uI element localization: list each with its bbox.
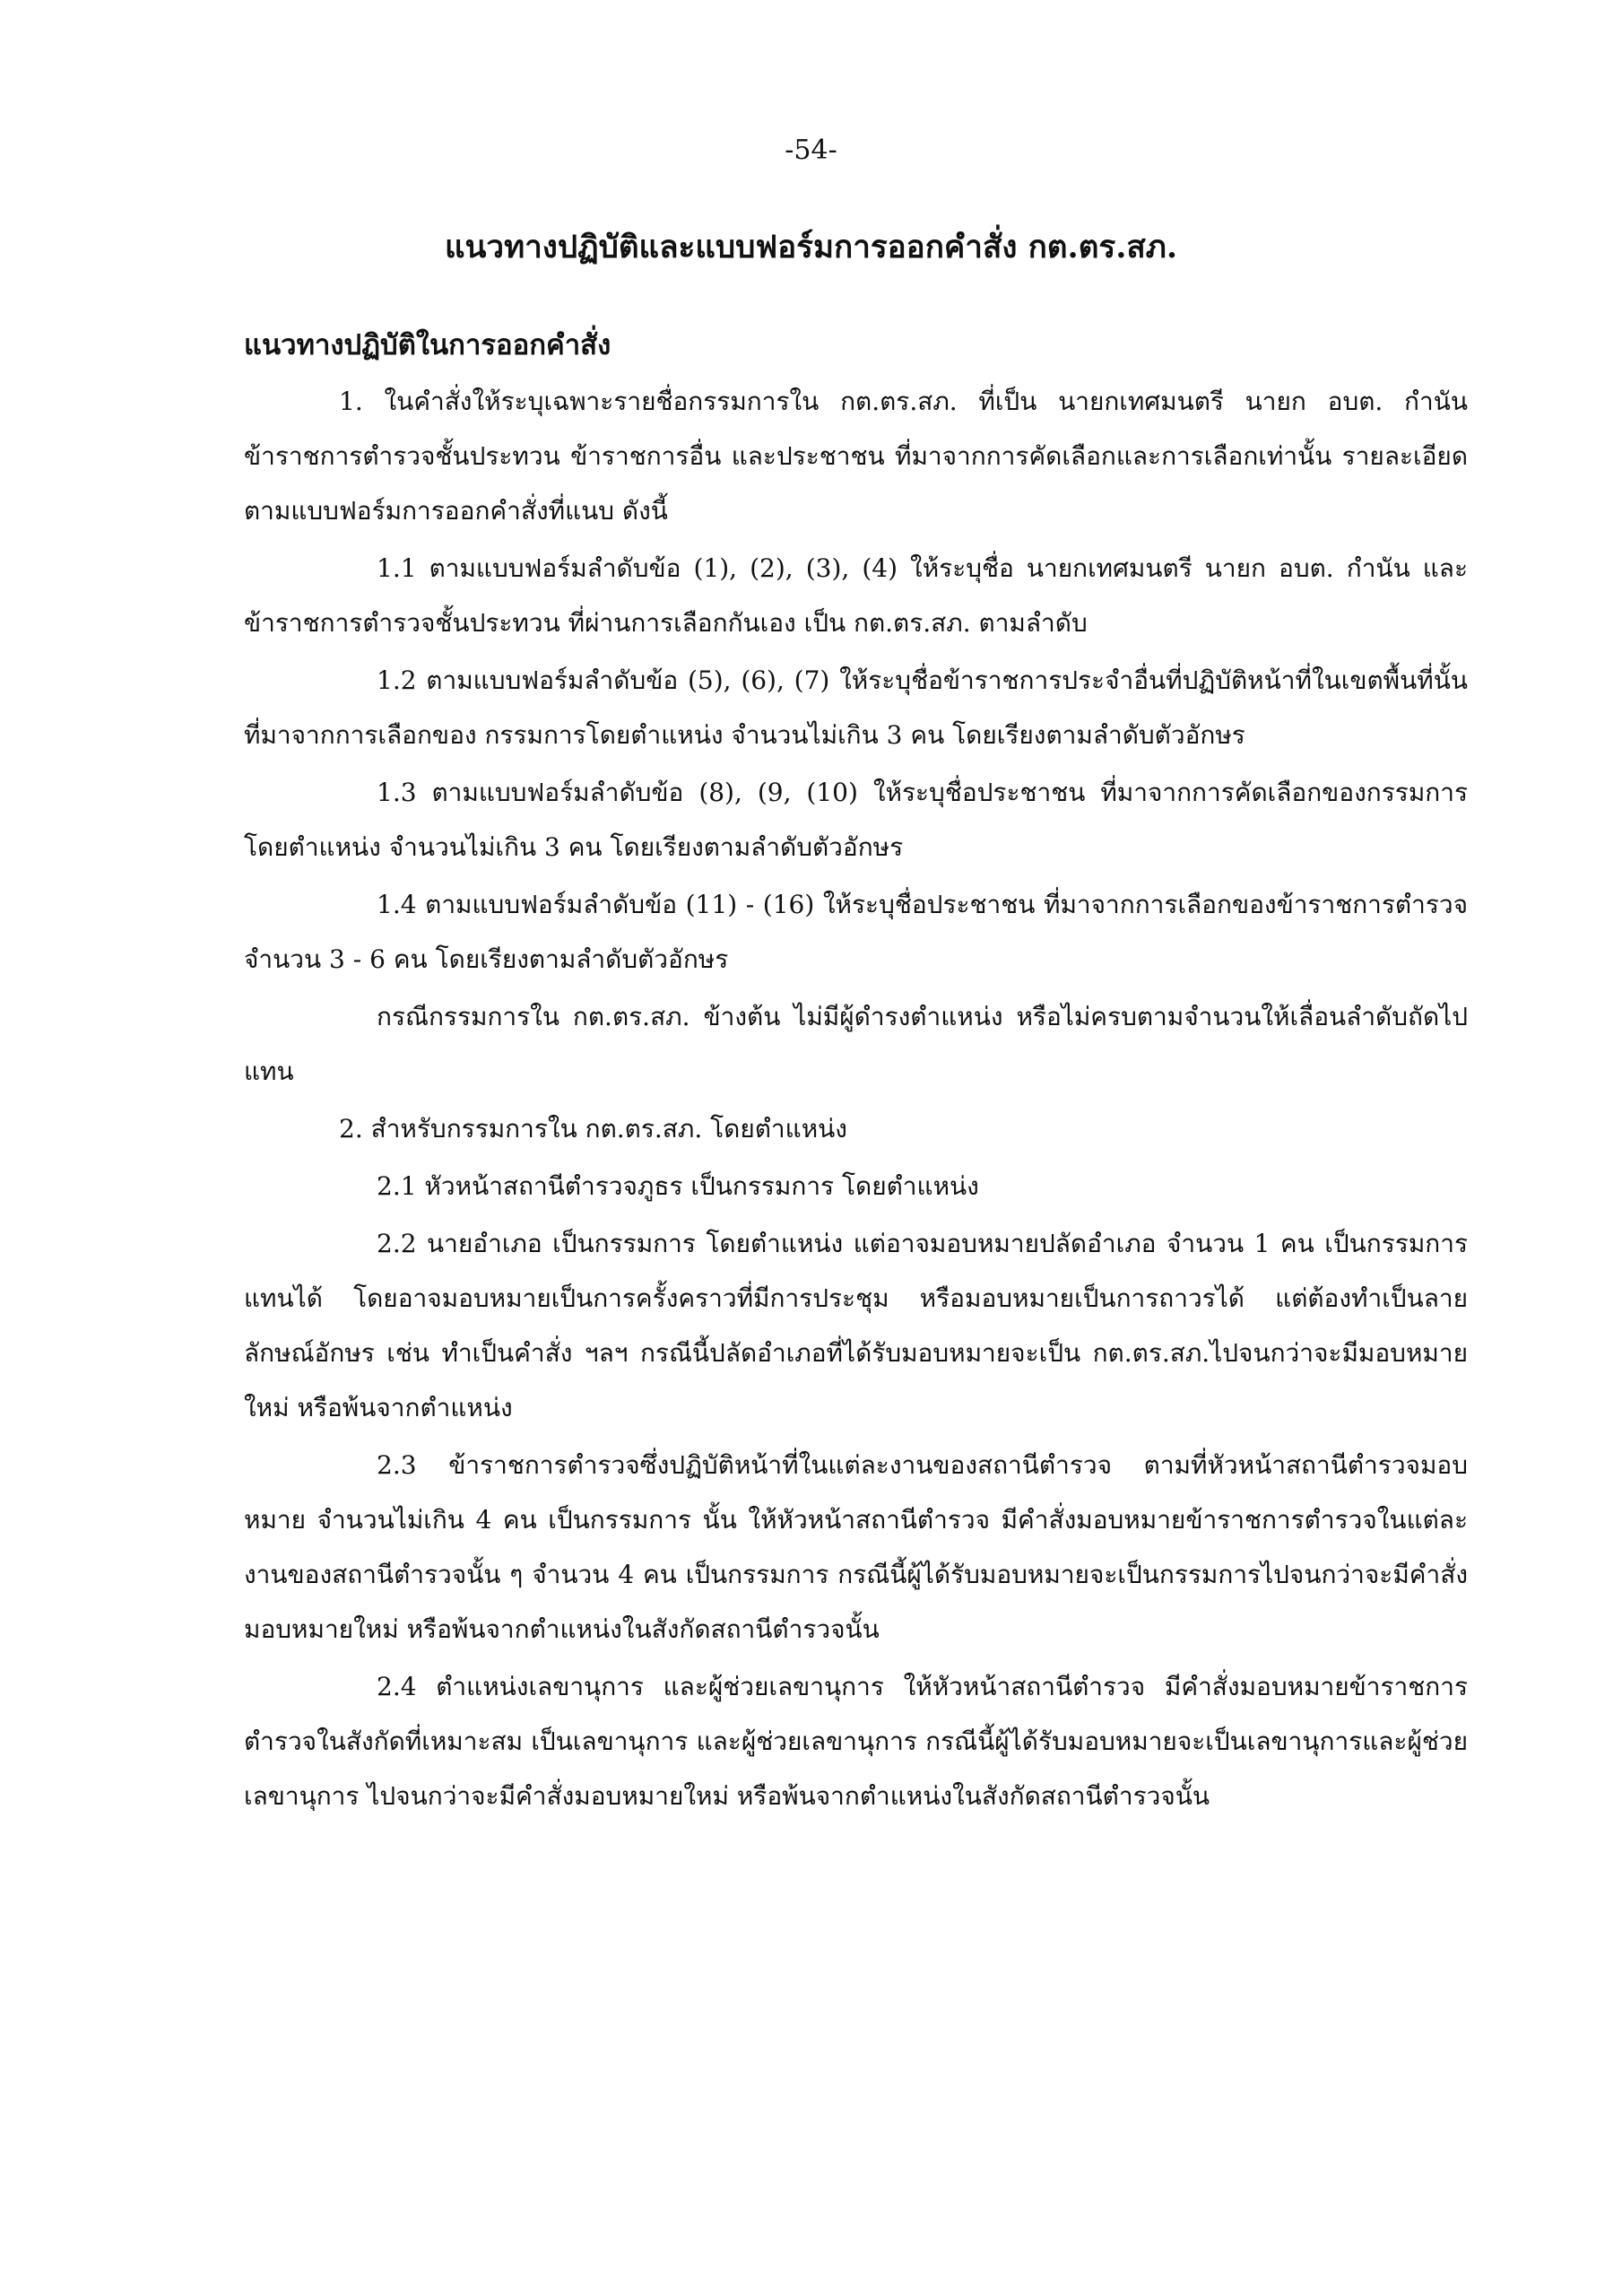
page-number: -54- [785, 135, 837, 166]
page-title: แนวทางปฏิบัติและแบบฟอร์มการออกคำสั่ง กต.ตร.สภ. [444, 229, 1178, 265]
paragraph-item-1-2: 1.2 ตามแบบฟอร์มลำดับข้อ (5), (6), (7) ให้ระบุชื่อข้าราชการประจำอื่นที่ปฏิบัติหน้าที่ในเขตพื้นที่นั้น ที่มาจากการเลือกของ กรรมการโดยตำแหน่ง จำนวนไม่เกิน 3 คน โดยเรียงตามลำดับตัวอักษร [244, 665, 1468, 750]
paragraph-item-1-1: 1.1 ตามแบบฟอร์มลำดับข้อ (1), (2), (3), (4) ให้ระบุชื่อ นายกเทศมนตรี นายก อบต. กำนัน และข้าราชการตำรวจชั้นประทวน ที่ผ่านการเลือกกันเอง เป็น กต.ตร.สภ. ตามลำดับ [244, 553, 1468, 638]
paragraph-item-2: 2. สำหรับกรรมการใน กต.ตร.สภ. โดยตำแหน่ง [339, 1114, 847, 1144]
paragraph-item-1-4: 1.4 ตามแบบฟอร์มลำดับข้อ (11) - (16) ให้ระบุชื่อประชาชน ที่มาจากการเลือกของข้าราชการตำรวจ จำนวน 3 - 6 คน โดยเรียงตามลำดับตัวอักษร [244, 890, 1468, 974]
paragraph-item-1-3: 1.3 ตามแบบฟอร์มลำดับข้อ (8), (9, (10) ให้ระบุชื่อประชาชน ที่มาจากการคัดเลือกของกรรมการ โดยตำแหน่ง จำนวนไม่เกิน 3 คน โดยเรียงตามลำดับตัวอักษร [244, 778, 1468, 862]
paragraph-item-1: 1. ในคำสั่งให้ระบุเฉพาะรายชื่อกรรมการใน กต.ตร.สภ. ที่เป็น นายกเทศมนตรี นายก อบต. กำนัน ข้าราชการตำรวจชั้นประทวน ข้าราชการอื่น และประชาชน ที่มาจากการคัดเลือกและการเลือกเท่านั้น รายละเอียดตามแบบฟอร์มการออกคำสั่งที่แนบ ดังนี้ [244, 387, 1468, 526]
paragraph-item-2-3: 2.3 ข้าราชการตำรวจซึ่งปฏิบัติหน้าที่ในแต่ละงานของสถานีตำรวจ ตามที่หัวหน้าสถานีตำรวจมอบหมาย จำนวนไม่เกิน 4 คน เป็นกรรมการ นั้น ให้หัวหน้าสถานีตำรวจ มีคำสั่งมอบหมายข้าราชการตำรวจในแต่ละงานของสถานีตำรวจนั้น ๆ จำนวน 4 คน เป็นกรรมการ กรณีนี้ผู้ได้รับมอบหมายจะเป็นกรรมการไปจนกว่าจะมีคำสั่งมอบหมายใหม่ หรือพ้นจากตำแหน่งในสังกัดสถานีตำรวจนั้น [244, 1450, 1468, 1644]
paragraph-item-2-1: 2.1 หัวหน้าสถานีตำรวจภูธร เป็นกรรมการ โดยตำแหน่ง [377, 1171, 979, 1201]
document-body [244, 318, 1468, 1823]
paragraph-fallback-note: กรณีกรรมการใน กต.ตร.สภ. ข้างต้น ไม่มีผู้ดำรงตำแหน่ง หรือไม่ครบตามจำนวนให้เลื่อนลำดับถัดไปแทน [244, 1002, 1468, 1086]
paragraph-item-2-4: 2.4 ตำแหน่งเลขานุการ และผู้ช่วยเลขานุการ ให้หัวหน้าสถานีตำรวจ มีคำสั่งมอบหมายข้าราชการตำรวจในสังกัดที่เหมาะสม เป็นเลขานุการ และผู้ช่วยเลขานุการ กรณีนี้ผู้ได้รับมอบหมายจะเป็นเลขานุการและผู้ช่วยเลขานุการ ไปจนกว่าจะมีคำสั่งมอบหมายใหม่ หรือพ้นจากตำแหน่งในสังกัดสถานีตำรวจนั้น [244, 1672, 1468, 1811]
section-heading: แนวทางปฏิบัติในการออกคำสั่ง [244, 329, 612, 361]
paragraph-item-2-2: 2.2 นายอำเภอ เป็นกรรมการ โดยตำแหน่ง แต่อาจมอบหมายปลัดอำเภอ จำนวน 1 คน เป็นกรรมการแทนได้ โดยอาจมอบหมายเป็นการครั้งคราวที่มีการประชุม หรือมอบหมายเป็นการถาวรได้ แต่ต้องทำเป็นลายลักษณ์อักษร เช่น ทำเป็นคำสั่ง ฯลฯ กรณีนี้ปลัดอำเภอที่ได้รับมอบหมายจะเป็น กต.ตร.สภ.ไปจนกว่าจะมีมอบหมายใหม่ หรือพ้นจากตำแหน่ง [244, 1229, 1468, 1422]
